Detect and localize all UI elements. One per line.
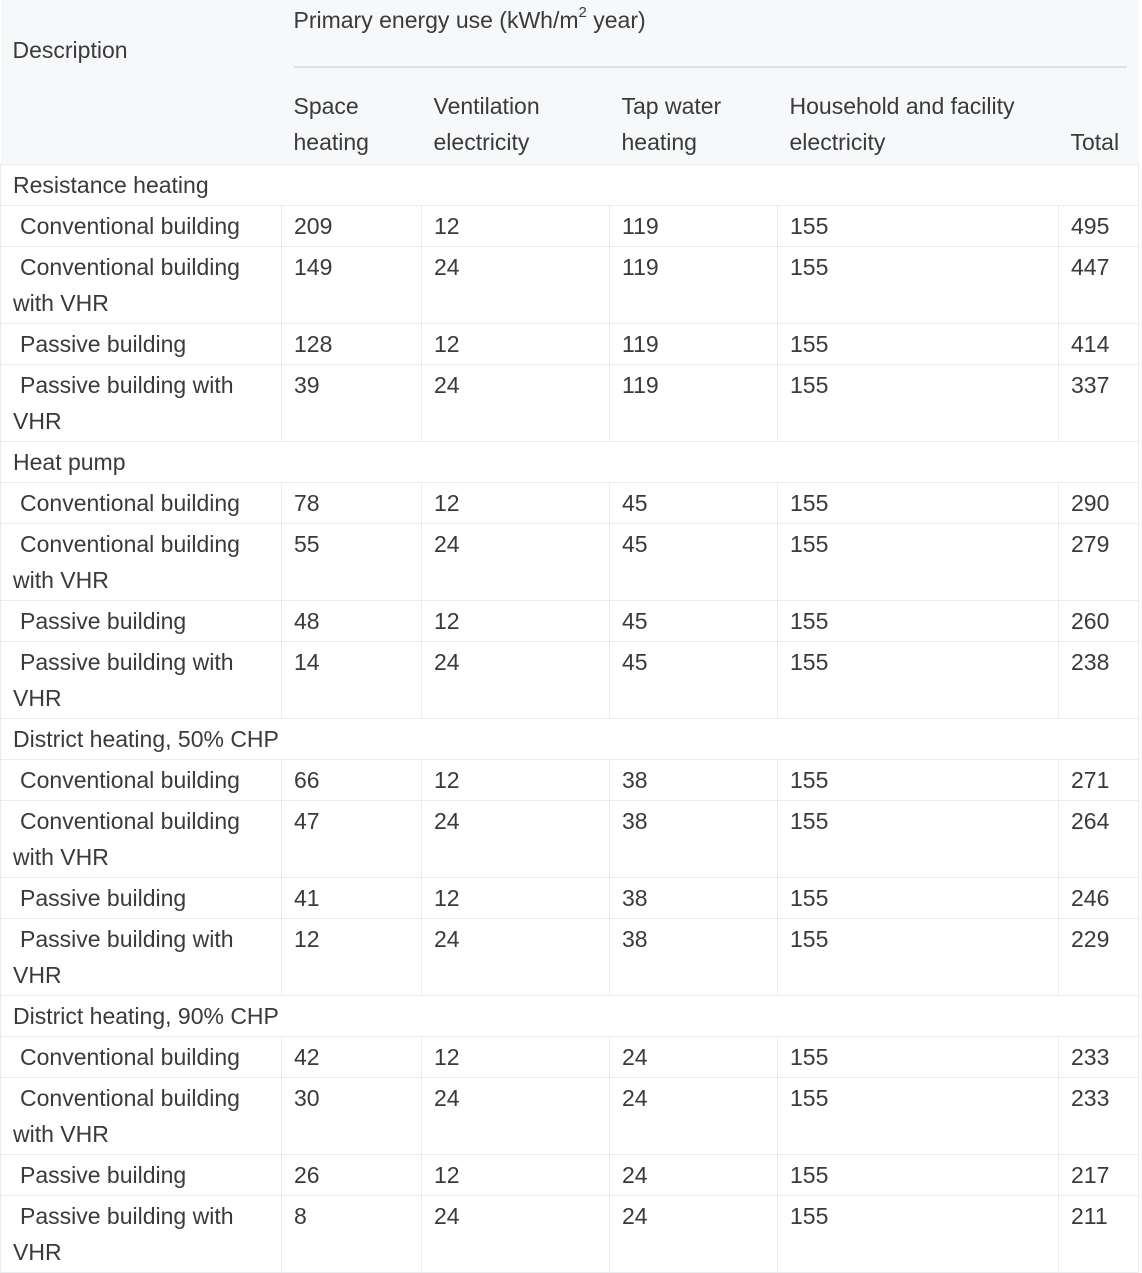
space-heating-cell: 41 (282, 878, 422, 919)
table-row (1, 801, 1139, 878)
ventilation-electricity-cell: 24 (422, 1078, 610, 1155)
household-facility-electricity-cell: 155 (778, 247, 1059, 324)
row-label (1, 760, 282, 801)
household-facility-electricity-cell: 155 (778, 524, 1059, 601)
space-heating-cell: 128 (282, 324, 422, 365)
row-label-text: Conventional building with VHR (13, 254, 240, 316)
total-cell: 233 (1059, 1078, 1139, 1155)
tap-water-heating-cell: 38 (610, 760, 778, 801)
row-label-text: Conventional building with VHR (13, 808, 240, 870)
space-heating-cell: 209 (282, 206, 422, 247)
household-facility-electricity-cell: 155 (778, 1078, 1059, 1155)
total-cell: 229 (1059, 919, 1139, 996)
row-label (1, 247, 282, 324)
table-row (1, 324, 1139, 365)
household-facility-electricity-cell: 155 (778, 642, 1059, 719)
table-row (1, 365, 1139, 442)
total-cell: 264 (1059, 801, 1139, 878)
section-title: District heating, 50% CHP (1, 719, 1139, 760)
total-cell: 414 (1059, 324, 1139, 365)
column-header-space-heating: Space heating (282, 68, 422, 165)
tap-water-heating-cell: 45 (610, 524, 778, 601)
ventilation-electricity-cell: 24 (422, 365, 610, 442)
section-title: District heating, 90% CHP (1, 996, 1139, 1037)
section-title: Heat pump (1, 442, 1139, 483)
table-row (1, 1037, 1139, 1078)
space-heating-cell: 8 (282, 1196, 422, 1273)
ventilation-electricity-cell: 24 (422, 247, 610, 324)
space-heating-cell: 149 (282, 247, 422, 324)
column-header-ventilation-electricity: Ventilation electricity (422, 68, 610, 165)
total-cell: 217 (1059, 1155, 1139, 1196)
ventilation-electricity-cell: 24 (422, 642, 610, 719)
space-heating-cell: 55 (282, 524, 422, 601)
household-facility-electricity-cell: 155 (778, 1155, 1059, 1196)
ventilation-electricity-cell: 12 (422, 878, 610, 919)
total-cell: 290 (1059, 483, 1139, 524)
table-row (1, 247, 1139, 324)
household-facility-electricity-cell: 155 (778, 601, 1059, 642)
section-row (1, 165, 1139, 206)
tap-water-heating-cell: 24 (610, 1037, 778, 1078)
tap-water-heating-cell: 24 (610, 1078, 778, 1155)
column-header-household-facility-electricity: Household and facility electricity (778, 68, 1059, 165)
row-label-text: Conventional building (20, 767, 240, 793)
table-row (1, 601, 1139, 642)
row-label (1, 642, 282, 719)
ventilation-electricity-cell: 12 (422, 601, 610, 642)
row-label-text: Passive building with VHR (13, 372, 234, 434)
household-facility-electricity-cell: 155 (778, 760, 1059, 801)
ventilation-electricity-cell: 12 (422, 483, 610, 524)
row-label-text: Passive building (20, 331, 187, 357)
tap-water-heating-cell: 119 (610, 247, 778, 324)
row-label (1, 801, 282, 878)
total-cell: 447 (1059, 247, 1139, 324)
total-cell: 211 (1059, 1196, 1139, 1273)
space-heating-cell: 42 (282, 1037, 422, 1078)
total-cell: 238 (1059, 642, 1139, 719)
row-label (1, 601, 282, 642)
ventilation-electricity-cell: 12 (422, 324, 610, 365)
table-row (1, 1196, 1139, 1273)
table-row (1, 206, 1139, 247)
tap-water-heating-cell: 38 (610, 919, 778, 996)
row-label (1, 206, 282, 247)
row-label-text: Passive building with VHR (13, 926, 234, 988)
row-label-text: Conventional building (20, 1044, 240, 1070)
row-label (1, 1078, 282, 1155)
table-row (1, 878, 1139, 919)
space-heating-cell: 30 (282, 1078, 422, 1155)
household-facility-electricity-cell: 155 (778, 878, 1059, 919)
column-header-total: Total (1059, 68, 1139, 165)
row-label-text: Passive building with VHR (13, 649, 234, 711)
total-cell: 337 (1059, 365, 1139, 442)
total-cell: 233 (1059, 1037, 1139, 1078)
ventilation-electricity-cell: 24 (422, 801, 610, 878)
ventilation-electricity-cell: 24 (422, 1196, 610, 1273)
table-row (1, 642, 1139, 719)
total-cell: 495 (1059, 206, 1139, 247)
ventilation-electricity-cell: 12 (422, 1155, 610, 1196)
tap-water-heating-cell: 24 (610, 1155, 778, 1196)
table-row (1, 524, 1139, 601)
tap-water-heating-cell: 119 (610, 206, 778, 247)
space-heating-cell: 47 (282, 801, 422, 878)
space-heating-cell: 14 (282, 642, 422, 719)
total-cell: 246 (1059, 878, 1139, 919)
primary-energy-header: Primary energy use ($kWh/m^2$ year) (282, 0, 1139, 68)
row-label-text: Conventional building with VHR (13, 531, 240, 593)
ventilation-electricity-cell: 24 (422, 524, 610, 601)
table-row (1, 760, 1139, 801)
row-label-text: Passive building with VHR (13, 1203, 234, 1265)
space-heating-cell: 48 (282, 601, 422, 642)
description-header: Description (1, 0, 282, 165)
row-label (1, 1037, 282, 1078)
table-body (1, 165, 1139, 1273)
space-heating-cell: 78 (282, 483, 422, 524)
row-label-text: Passive building (20, 1162, 187, 1188)
total-cell: 271 (1059, 760, 1139, 801)
row-label (1, 878, 282, 919)
section-row (1, 719, 1139, 760)
section-row (1, 442, 1139, 483)
row-label-text: Conventional building (20, 213, 240, 239)
row-label (1, 1155, 282, 1196)
household-facility-electricity-cell: 155 (778, 1037, 1059, 1078)
space-heating-cell: 26 (282, 1155, 422, 1196)
row-label (1, 365, 282, 442)
ventilation-electricity-cell: 12 (422, 760, 610, 801)
space-heating-cell: 12 (282, 919, 422, 996)
row-label (1, 324, 282, 365)
row-label (1, 1196, 282, 1273)
ventilation-electricity-cell: 12 (422, 206, 610, 247)
row-label-text: Conventional building (20, 490, 240, 516)
household-facility-electricity-cell: 155 (778, 365, 1059, 442)
total-cell: 260 (1059, 601, 1139, 642)
row-label (1, 524, 282, 601)
row-label-text: Passive building (20, 608, 187, 634)
column-header-tap-water-heating: Tap water heating (610, 68, 778, 165)
table-row (1, 1155, 1139, 1196)
tap-water-heating-cell: 45 (610, 483, 778, 524)
section-row (1, 996, 1139, 1037)
table-row (1, 919, 1139, 996)
household-facility-electricity-cell: 155 (778, 801, 1059, 878)
household-facility-electricity-cell: 155 (778, 483, 1059, 524)
table-row (1, 483, 1139, 524)
tap-water-heating-cell: 119 (610, 365, 778, 442)
section-title: Resistance heating (1, 165, 1139, 206)
household-facility-electricity-cell: 155 (778, 1196, 1059, 1273)
table-row (1, 1078, 1139, 1155)
household-facility-electricity-cell: 155 (778, 919, 1059, 996)
row-label-text: Conventional building with VHR (13, 1085, 240, 1147)
tap-water-heating-cell: 38 (610, 801, 778, 878)
tap-water-heating-cell: 45 (610, 601, 778, 642)
row-label (1, 919, 282, 996)
tap-water-heating-cell: 24 (610, 1196, 778, 1273)
household-facility-electricity-cell: 155 (778, 206, 1059, 247)
tap-water-heating-cell: 45 (610, 642, 778, 719)
ventilation-electricity-cell: 12 (422, 1037, 610, 1078)
tap-water-heating-cell: 38 (610, 878, 778, 919)
row-label (1, 483, 282, 524)
space-heating-cell: 39 (282, 365, 422, 442)
row-label-text: Passive building (20, 885, 187, 911)
tap-water-heating-cell: 119 (610, 324, 778, 365)
household-facility-electricity-cell: 155 (778, 324, 1059, 365)
ventilation-electricity-cell: 24 (422, 919, 610, 996)
table-header (1, 0, 1139, 165)
space-heating-cell: 66 (282, 760, 422, 801)
total-cell: 279 (1059, 524, 1139, 601)
